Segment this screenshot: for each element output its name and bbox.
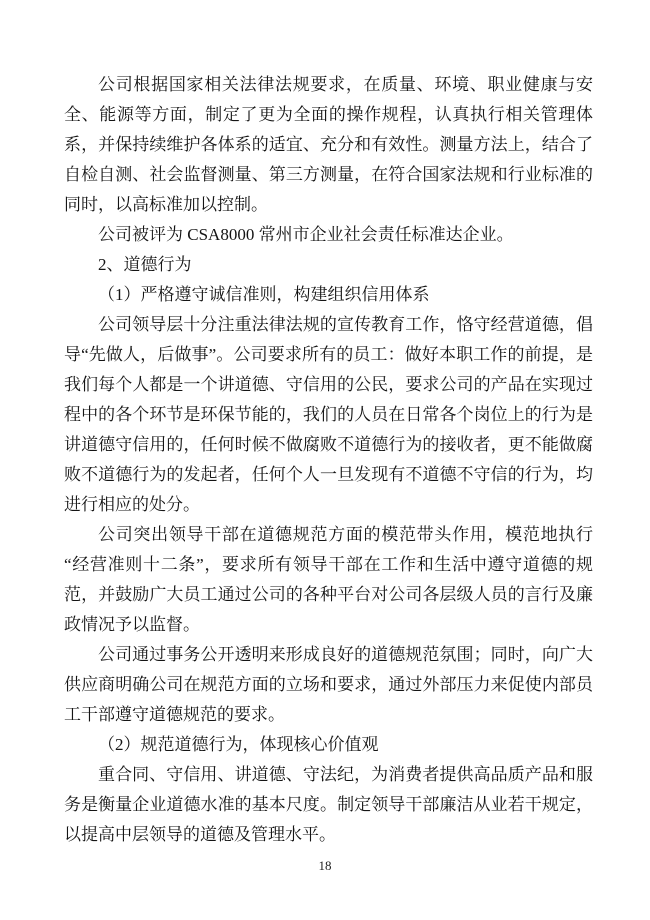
paragraph-csa8000-award: 公司被评为 CSA8000 常州市企业社会责任标准达企业。 — [98, 225, 514, 244]
paragraph-management-systems: 公司根据国家相关法律法规要求，在质量、环境、职业健康与安全、能源等方面，制定了更为全面的操作规程，认真执行相关管理体系，并保持续维护各体系的适宜、充分和有效性。测量方法上，结合了自检自测、社会监督测量、第三方测量，在符合国家法规和行业标准的同时，以高标准加以控制。 — [64, 75, 593, 214]
page-number: 18 — [318, 858, 332, 873]
paragraph-cadre-role-model: 公司突出领导干部在道德规范方面的模范带头作用，模范地执行“经营准则十二条”，要求所有领导干部在工作和生活中遵守道德的规范，并鼓励广大员工通过公司的各种平台对公司各层级人员的言行及廉政情况予以监督。 — [64, 525, 593, 634]
subsection-heading-core-values: （2）规范道德行为，体现核心价值观 — [98, 735, 379, 754]
paragraph-leadership-education: 公司领导层十分注重法律法规的宣传教育工作，恪守经营道德，倡导“先做人，后做事”。公司要求所有的员工：做好本职工作的前提，是我们每个人都是一个讲道德、守信用的公民，要求公司的产品在实现过程中的各个环节是环保节能的，我们的人员在日常各个岗位上的行为是讲道德守信用的，任何时候不做腐败不道德行为的接收者，更不能做腐败不道德行为的发起者，任何个人一旦发现有不道德不守信的行为，均进行相应的处分。 — [64, 315, 593, 514]
paragraph-transparency: 公司通过事务公开透明来形成良好的道德规范氛围；同时，向广大供应商明确公司在规范方面的立场和要求，通过外部压力来促使内部员工干部遵守道德规范的要求。 — [64, 645, 593, 724]
section-heading-ethics: 2、道德行为 — [98, 255, 192, 274]
subsection-heading-integrity: （1）严格遵守诚信准则，构建组织信用体系 — [98, 285, 430, 304]
paragraph-moral-standards: 重合同、守信用、讲道德、守法纪，为消费者提供高品质产品和服务是衡量企业道德水准的基本尺度。制定领导干部廉洁从业若干规定，以提高中层领导的道德及管理水平。 — [64, 765, 593, 844]
